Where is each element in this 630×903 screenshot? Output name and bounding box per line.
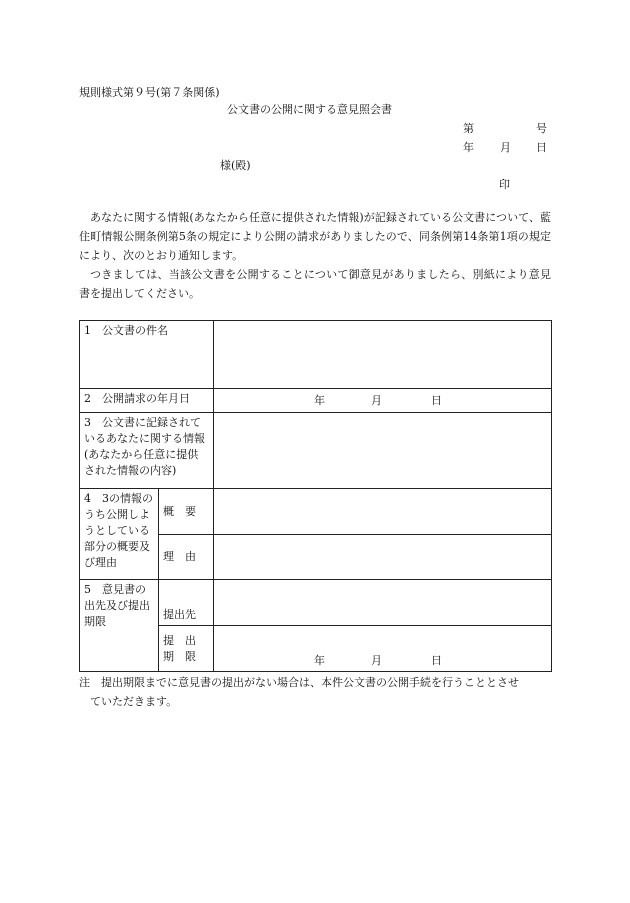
table-row-summary xyxy=(80,489,552,535)
row-label: 5 意見書の出先及び提出期限 xyxy=(80,580,159,672)
date-year: 年 xyxy=(463,141,474,154)
row-label: 2 公開請求の年月日 xyxy=(80,389,214,413)
footnote xyxy=(79,673,551,711)
body-paragraph-2: つきましては、当該公文書を公開することについて御意見がありましたら、別紙により意見書を提出してください。 xyxy=(79,268,551,300)
note-line-1: 提出期限までに意見書の提出がない場合は、本件公文書の公開手続を行うこととさせ xyxy=(101,676,519,689)
date-day: 日 xyxy=(536,141,547,154)
date-day: 日 xyxy=(431,654,442,667)
table-row-submit-to xyxy=(80,580,552,626)
note-prefix: 注 xyxy=(79,676,90,689)
seal-mark: 印 xyxy=(499,178,510,191)
body-paragraph-1: あなたに関する情報(あなたから任意に提供された情報)が記録されている公文書について、藍住町情報公開条例第5条の規定により公開の請求がありましたので、同条例第14条第1項の規定により、次のとおり通知します。 xyxy=(79,211,551,262)
date-day: 日 xyxy=(431,394,442,407)
note-line-2: ていただきます。 xyxy=(90,695,178,708)
number-label-dai: 第 xyxy=(463,122,474,135)
row-label: 3 公文書に記録されているあなたに関する情報(あなたから任意に提供された情報の内容) xyxy=(80,413,214,489)
date-year: 年 xyxy=(314,654,325,667)
sub-label-summary: 概 要 xyxy=(159,489,214,535)
date-month: 月 xyxy=(371,394,382,407)
information-value-cell xyxy=(214,413,552,489)
submit-to-value-cell xyxy=(214,580,552,626)
row-label: 1 公文書の件名 xyxy=(80,321,214,389)
request-date-cell xyxy=(214,389,552,413)
row-label: 4 3の情報のうち公開しようとしている部分の概要及び理由 xyxy=(80,489,159,580)
table-row-request-date xyxy=(80,389,552,413)
number-label-go: 号 xyxy=(536,122,547,135)
table-row-information xyxy=(80,413,552,489)
sub-label-submit-to: 提出先 xyxy=(159,580,214,626)
table-row-subject xyxy=(80,321,552,389)
sub-label-deadline: 提 出 期 限 xyxy=(159,626,214,672)
date-month: 月 xyxy=(500,141,511,154)
document-title: 公文書の公開に関する意見照会書 xyxy=(227,103,392,116)
deadline-date-cell xyxy=(214,626,552,672)
subject-value-cell xyxy=(214,321,552,389)
inquiry-form-table xyxy=(79,320,552,672)
form-number: 規則様式第９号(第７条関係) xyxy=(79,86,220,99)
summary-value-cell xyxy=(214,489,552,535)
date-year: 年 xyxy=(314,394,325,407)
reason-value-cell xyxy=(214,535,552,580)
addressee-suffix: 様(殿) xyxy=(220,159,251,172)
date-month: 月 xyxy=(371,654,382,667)
sub-label-reason: 理 由 xyxy=(159,535,214,580)
